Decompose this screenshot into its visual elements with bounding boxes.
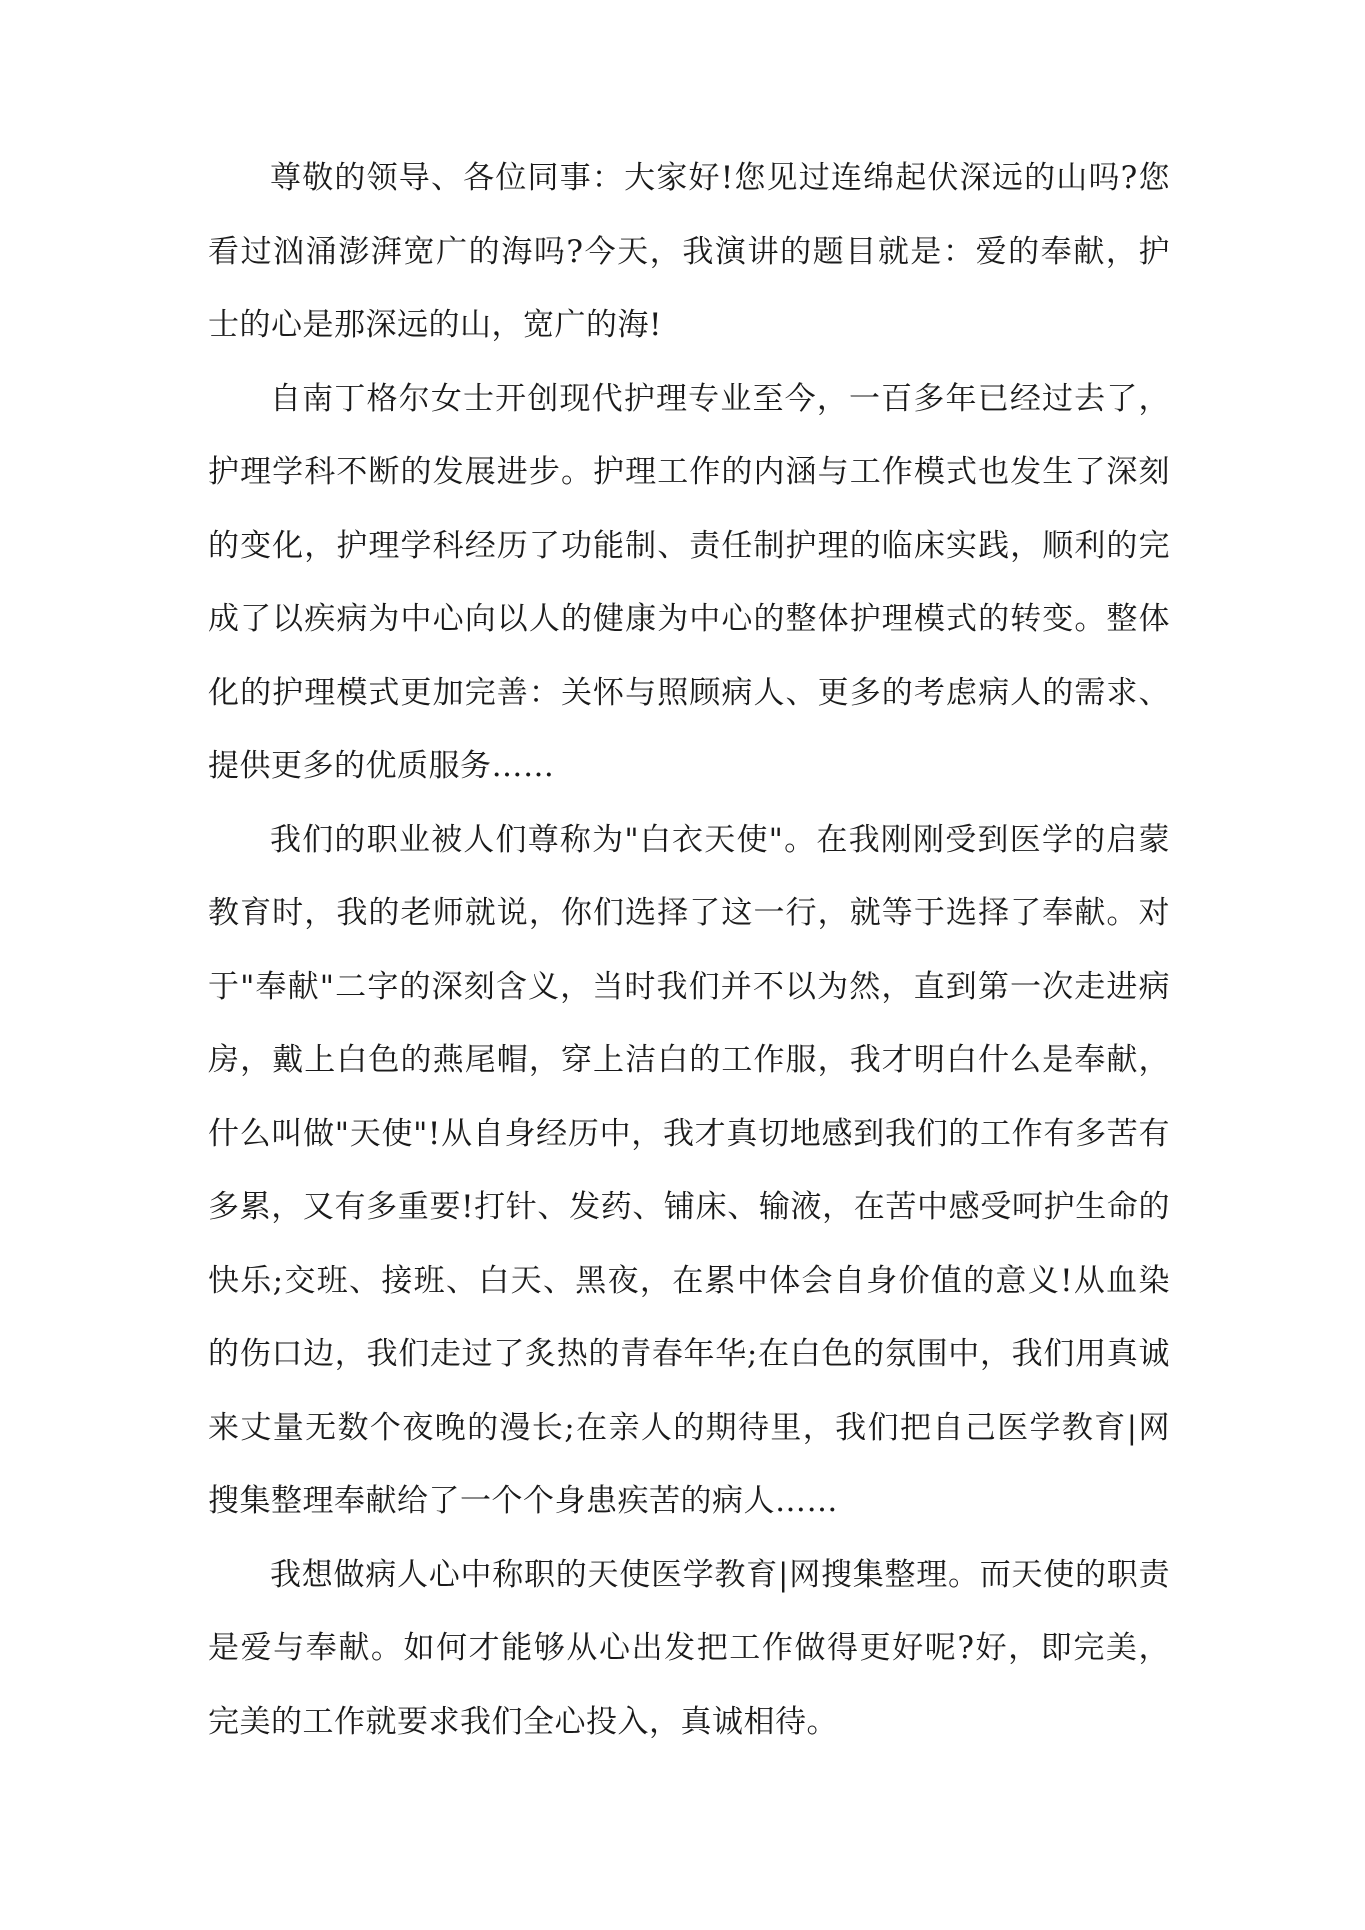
paragraph-conclusion: 我想做病人心中称职的天使医学教育|网搜集整理。而天使的职责是爱与奉献。如何才能够从心出发把工作做得更好呢?好，即完美，完美的工作就要求我们全心投入，真诚相待。 bbox=[208, 1556, 1170, 1740]
paragraph-nursing-history: 自南丁格尔女士开创现代护理专业至今，一百多年已经过去了，护理学科不断的发展进步。护理工作的内涵与工作模式也发生了深刻的变化，护理学科经历了功能制、责任制护理的临床实践，顺利的完成了以疾病为中心向以人的健康为中心的整体护理模式的转变。整体化的护理模式更加完善：关怀与照顾病人、更多的考虑病人的需求、提供更多的优质服务…… bbox=[208, 380, 1170, 784]
paragraph-white-angel: 我们的职业被人们尊称为"白衣天使"。在我刚刚受到医学的启蒙教育时，我的老师就说，你们选择了这一行，就等于选择了奉献。对于"奉献"二字的深刻含义，当时我们并不以为然，直到第一次走进病房，戴上白色的燕尾帽，穿上洁白的工作服，我才明白什么是奉献，什么叫做"天使"!从自身经历中，我才真切地感到我们的工作有多苦有多累，又有多重要!打针、发药、铺床、输液，在苦中感受呵护生命的快乐;交班、接班、白天、黑夜，在累中体会自身价值的意义!从血染的伤口边，我们走过了炙热的青春年华;在白色的氛围中，我们用真诚来丈量无数个夜晚的漫长;在亲人的期待里，我们把自己医学教育|网搜集整理奉献给了一个个身患疾苦的病人…… bbox=[208, 821, 1170, 1519]
paragraph-greeting: 尊敬的领导、各位同事：大家好!您见过连绵起伏深远的山吗?您看过汹涌澎湃宽广的海吗?今天，我演讲的题目就是：爱的奉献，护士的心是那深远的山，宽广的海! bbox=[208, 160, 1170, 343]
document-body bbox=[208, 142, 1170, 1759]
